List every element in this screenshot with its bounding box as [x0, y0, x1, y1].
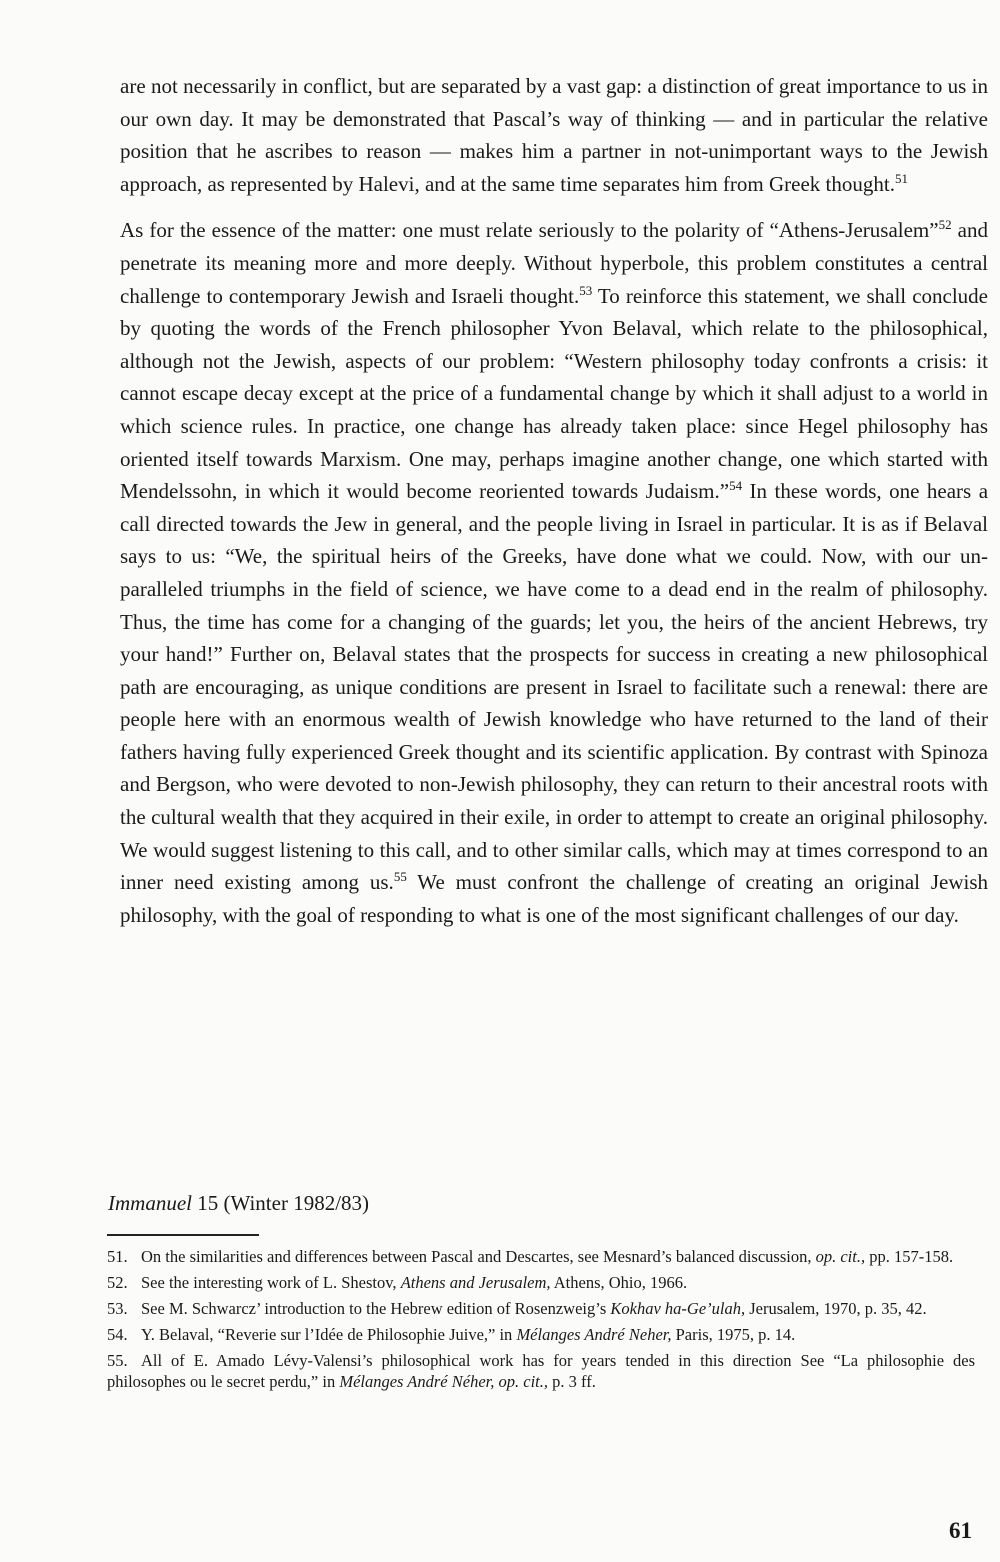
- footnote-text: p. 3 ff.: [548, 1372, 596, 1391]
- footnote-text: pp. 157-158.: [865, 1247, 954, 1266]
- footnote-52: [107, 1272, 975, 1293]
- footnote-number: 54.: [107, 1325, 128, 1344]
- paragraph-2: [120, 214, 988, 931]
- text-run: To reinforce this statement, we shall conclude by quoting the words of the French philosopher Yvon Belaval, which relate to the philosophical, although not the Jewish, aspects of our problem: “Western philosophy today confronts a crisis: it cannot escape decay except at the price of a fundamental change by which it shall adjust to a world in which science rules. In practice, one change has already taken place: since Hegel philosophy has oriented itself towards Marxism. One may, perhaps imagine another change, one which started with Mendelssohn, in which it would become reoriented towards Judaism.”: [120, 283, 988, 504]
- footnote-text: Paris, 1975, p. 14.: [671, 1325, 796, 1344]
- footnote-number: 53.: [107, 1299, 128, 1318]
- text-run: We must confront the challenge of creating an original Jewish philosophy, with the goal of responding to what is one of the most significant challenges of our day.: [120, 870, 989, 927]
- footnote-text: See the interesting work of L. Shestov,: [141, 1273, 401, 1292]
- footnote-ref-55: 55: [393, 869, 407, 885]
- footnote-italic: Kokhav ha-Ge’ulah,: [610, 1299, 746, 1318]
- footnote-ref-52: 52: [938, 217, 952, 233]
- footnote-text: Jerusalem, 1970, p. 35, 42.: [745, 1299, 927, 1318]
- footnote-italic: Mélanges André Néher, op. cit.,: [339, 1372, 548, 1391]
- footnote-number: 55.: [107, 1351, 128, 1370]
- footnote-italic: op. cit.,: [815, 1247, 866, 1266]
- footnote-text: On the similarities and differences between Pascal and Descartes, see Mesnard’s balanced discussion,: [141, 1247, 816, 1266]
- journal-title: Immanuel: [108, 1191, 192, 1215]
- footnote-ref-53: 53: [579, 282, 593, 298]
- footnote-ref-54: 54: [729, 478, 743, 494]
- footnote-55: [107, 1350, 975, 1392]
- text-run: and penetrate its meaning more and more deeply. Without hyperbole, this problem constitutes a central challenge to contemporary Jewish and Israeli thought.: [120, 218, 988, 308]
- footnote-ref-51: 51: [894, 170, 908, 186]
- footnote-number: 52.: [107, 1273, 128, 1292]
- paragraph-1: [120, 70, 988, 200]
- footnote-text: All of E. Amado Lévy-Valensi’s philosophical work has for years tended in this direction See “La philosophie des philosophes ou le secret perdu,” in: [107, 1351, 975, 1391]
- footnote-text: See M. Schwarcz’ introduction to the Hebrew edition of Rosenzweig’s: [141, 1299, 611, 1318]
- text-run: are not necessarily in conflict, but are separated by a vast gap: a distinction of great importance to us in our own day. It may be demonstrated that Pascal’s way of thinking — and in particular the relative position that he ascribes to reason — makes him a partner in not-unimportant ways to the Jewish approach, as represented by Halevi, and at the same time separates him from Greek thought.: [120, 74, 988, 196]
- footnote-53: [107, 1298, 975, 1319]
- footnote-italic: Athens and Jerusalem,: [400, 1273, 551, 1292]
- journal-issue: 15 (Winter 1982/83): [191, 1191, 370, 1215]
- footnote-51: [107, 1246, 975, 1267]
- footnote-number: 51.: [107, 1247, 128, 1266]
- footnotes: [107, 1246, 975, 1397]
- text-run: In these words, one hears a call directed towards the Jew in general, and the people living in Israel in particular. It is as if Belaval says to us: “We, the spiritual heirs of the Greeks, have done what we could. Now, with our unparalleled triumphs in the field of science, we have come to a dead end in the realm of philosophy. Thus, the time has come for a changing of the guards; let you, the heirs of the ancient Hebrews, try your hand!” Further on, Belaval states that the prospects for success in creating a new philosophical path are encouraging, as unique conditions are present in Israel to facilitate such a renewal: there are people here with an enormous wealth of Jewish knowledge who have returned to the land of their fathers having fully experienced Greek thought and its scientific application. By contrast with Spinoza and Bergson, who were devoted to non-Jewish philosophy, they can return to their ancestral roots with the cultural wealth that they acquired in their exile, in order to attempt to create an original philosophy. We would suggest listening to this call, and to other similar calls, which may at times correspond to an inner need existing among us.: [120, 479, 989, 895]
- main-text: [120, 70, 988, 931]
- footnote-54: [107, 1324, 975, 1345]
- source-citation: [108, 1188, 369, 1218]
- footnote-divider: [107, 1234, 259, 1236]
- text-run: As for the essence of the matter: one must relate seriously to the polarity of “Athens-Jerusalem”: [120, 218, 939, 243]
- page-number: 61: [949, 1518, 972, 1543]
- footnote-text: Y. Belaval, “Reverie sur l’Idée de Philosophie Juive,” in: [141, 1325, 517, 1344]
- footnote-text: Athens, Ohio, 1966.: [550, 1273, 688, 1292]
- footnote-italic: Mélanges André Neher,: [516, 1325, 672, 1344]
